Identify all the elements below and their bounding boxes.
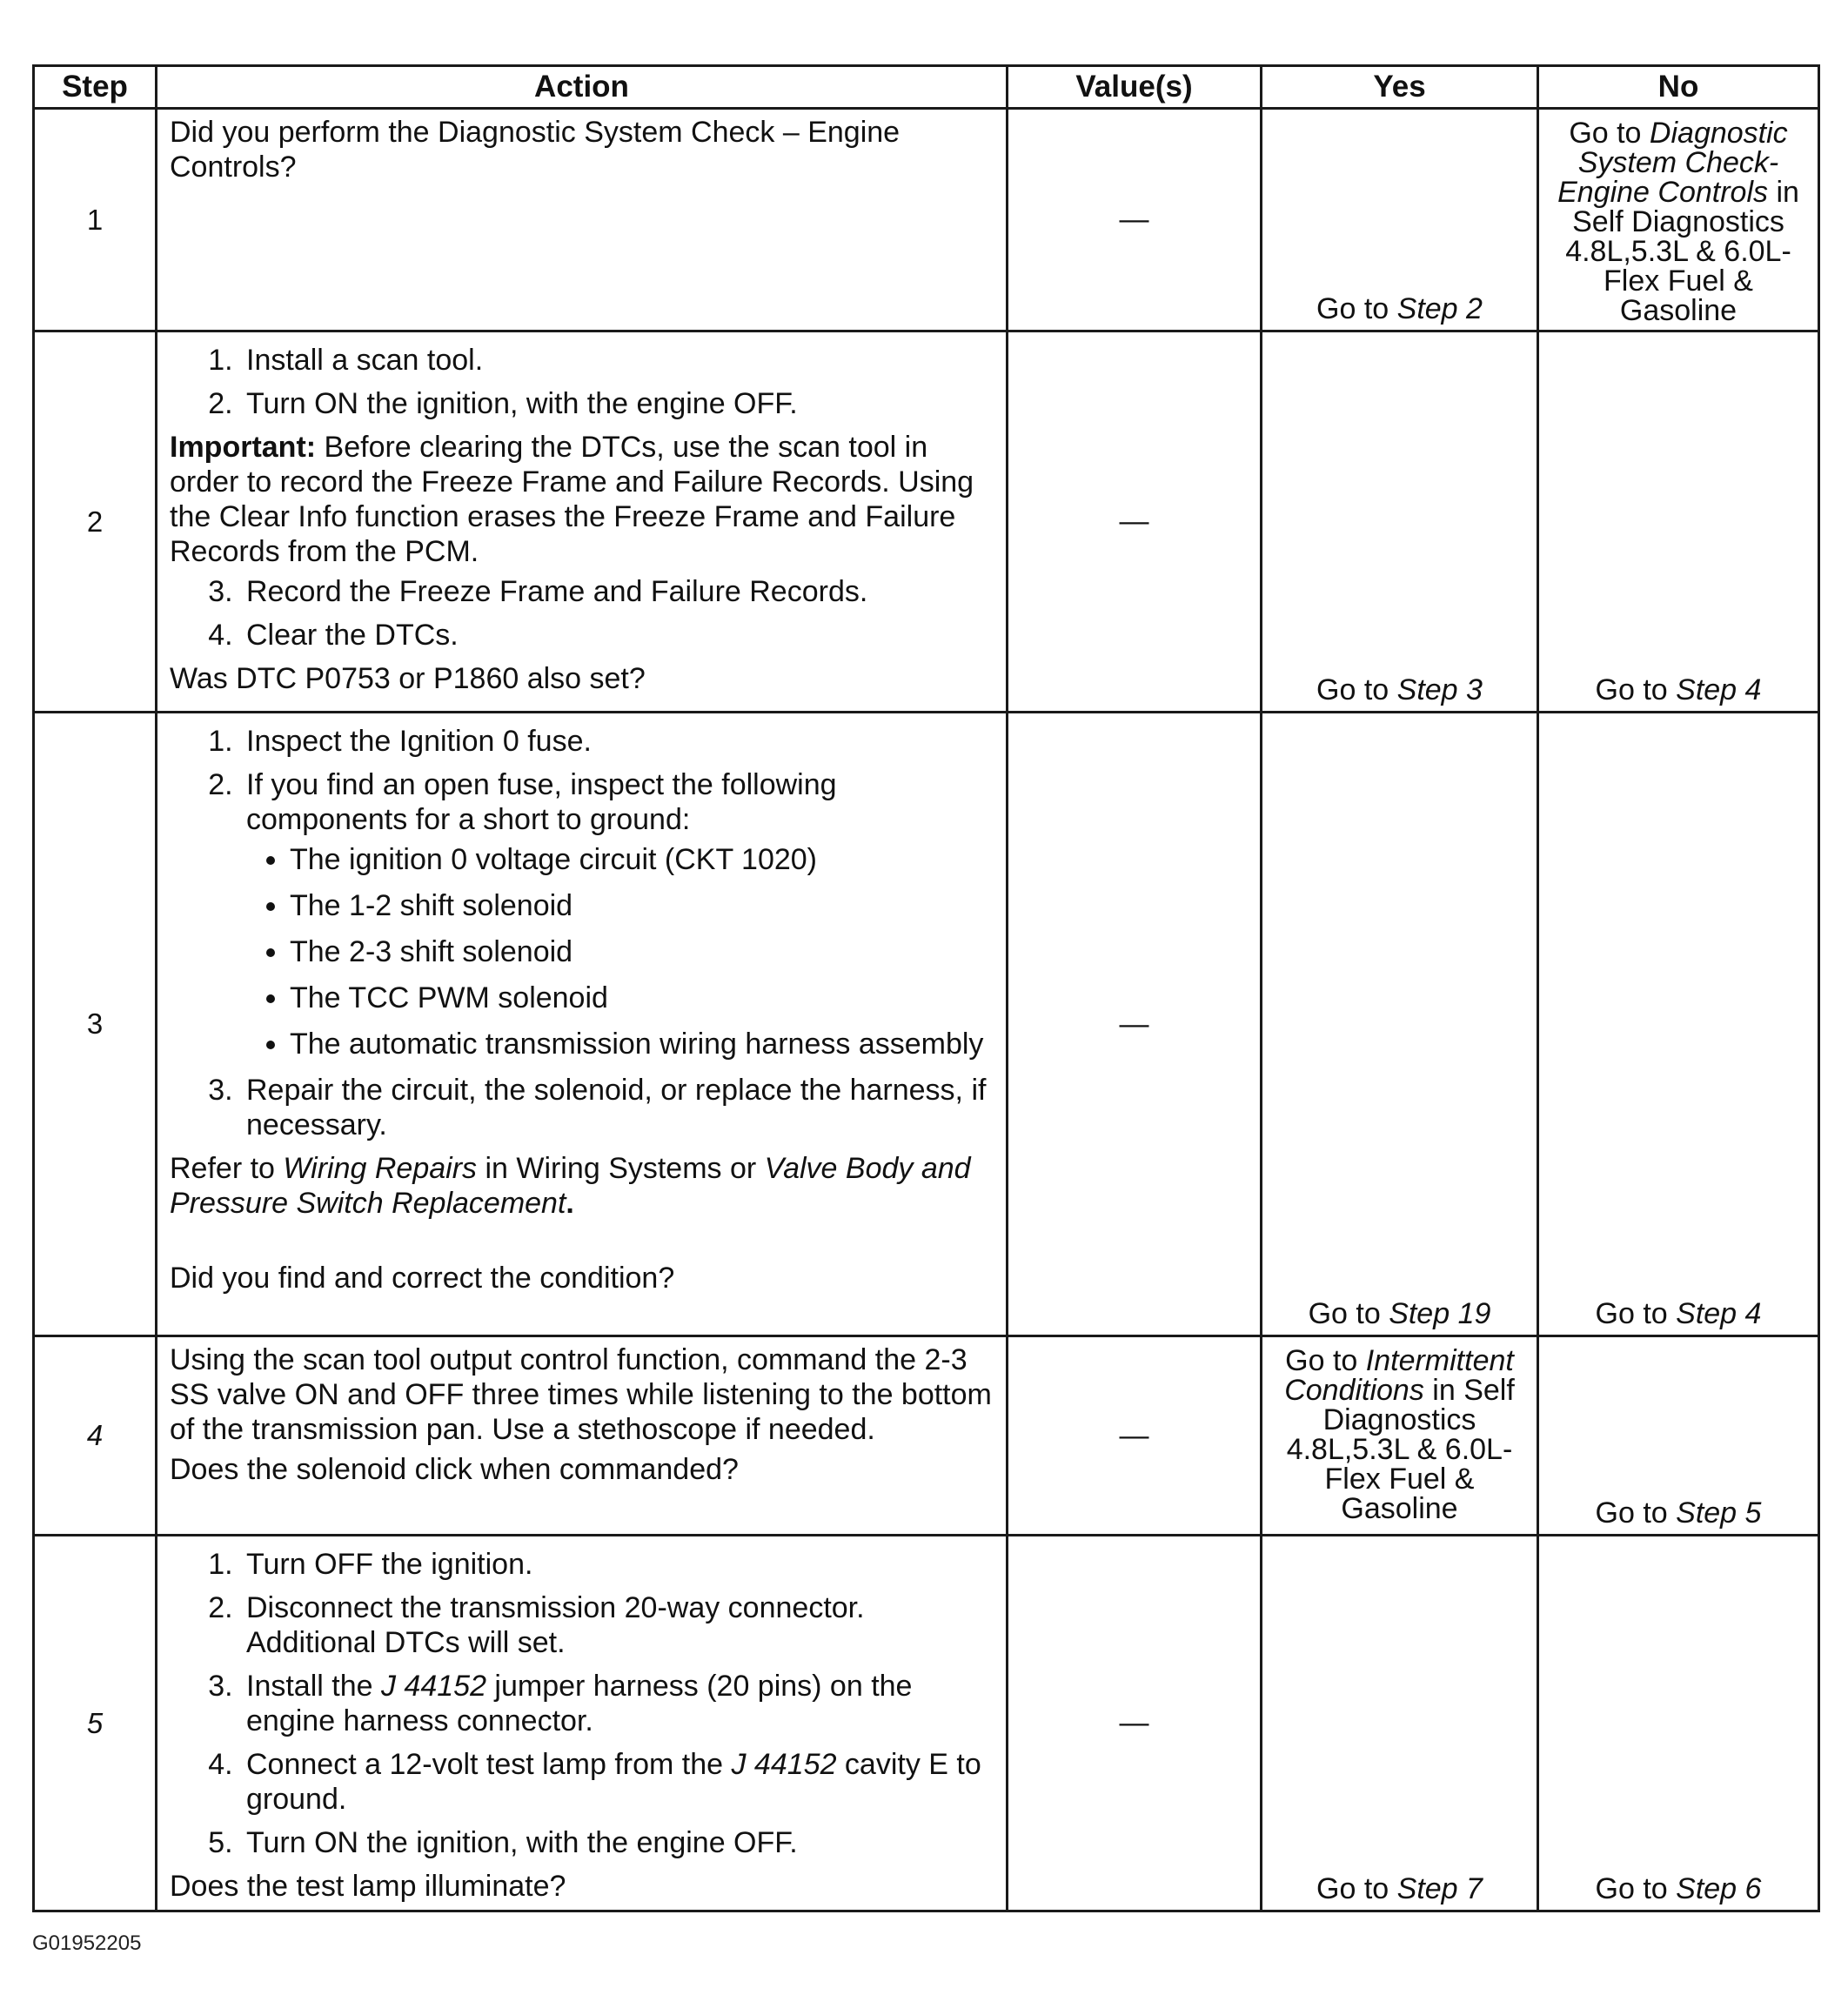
refer-prefix: Refer to [170,1152,284,1185]
refer-note [170,1151,994,1221]
action-list [170,343,994,421]
no-cell [1538,713,1819,1336]
step-number: 3 [34,713,157,1336]
table-header-row [34,66,1819,109]
yes-link[interactable]: Step 7 [1396,1872,1483,1905]
action-list [170,574,994,653]
yes-cell [1262,1336,1538,1536]
value-cell: — [1008,1336,1262,1536]
header-action: Action [157,66,1008,109]
action-cell [157,1336,1008,1536]
no-link[interactable]: Step 6 [1676,1872,1762,1905]
no-suffix: in Self Diagnostics 4.8L,5.3L & 6.0L-Flex Fuel & Gasoline [1565,176,1799,327]
no-prefix: Go to [1595,673,1677,706]
action-item-suffix: cavity E to ground. [246,1748,981,1816]
action-item: 1. Inspect the Ignition 0 fuse. [241,724,994,759]
no-prefix: Go to [1595,1872,1677,1905]
tool-reference: J 44152 [380,1670,486,1703]
yes-prefix: Go to [1316,673,1397,706]
value-cell: — [1008,109,1262,331]
yes-prefix: Go to [1316,292,1397,325]
diagnostic-table [32,64,1820,1912]
yes-suffix: in Self Diagnostics 4.8L,5.3L & 6.0L-Flex Fuel & Gasoline [1286,1374,1515,1525]
action-item: 5. Turn ON the ignition, with the engine OFF. [241,1825,994,1860]
table-row [34,109,1819,331]
tool-reference: J 44152 [731,1748,837,1781]
list-item: • The automatic transmission wiring harness assembly [290,1027,994,1061]
yes-cell [1262,1536,1538,1911]
yes-link[interactable]: Step 3 [1396,673,1483,706]
action-item-suffix: jumper harness (20 pins) on the engine harness connector. [246,1670,913,1737]
action-item: 2. Disconnect the transmission 20-way connector. Additional DTCs will set. [241,1590,994,1660]
important-label: Important: [170,431,317,464]
action-question: Was DTC P0753 or P1860 also set? [170,662,646,695]
list-item: • The 1-2 shift solenoid [290,888,994,923]
action-cell [157,109,1008,331]
no-prefix: Go to [1595,1297,1677,1330]
yes-cell [1262,331,1538,713]
action-item: 4. Clear the DTCs. [241,618,994,653]
spacer [170,1226,994,1261]
step-number: 2 [34,331,157,713]
action-item: 1. Install a scan tool. [241,343,994,378]
action-question: Did you find and correct the condition? [170,1262,675,1295]
action-question: Does the test lamp illuminate? [170,1870,566,1903]
yes-prefix: Go to [1316,1872,1397,1905]
no-link[interactable]: Step 4 [1676,1297,1762,1330]
yes-cell [1262,713,1538,1336]
yes-cell [1262,109,1538,331]
no-cell [1538,331,1819,713]
action-item [241,767,994,1061]
list-item: • The 2-3 shift solenoid [290,934,994,969]
header-values: Value(s) [1008,66,1262,109]
no-cell [1538,109,1819,331]
component-list [246,842,994,1061]
important-text: Before clearing the DTCs, use the scan tool in order to record the Freeze Frame and Failure Records. Using the Clear Info function erases the Freeze Frame and Failure Records from the PCM. [170,431,974,568]
yes-link[interactable]: Step 2 [1396,292,1483,325]
value-cell: — [1008,713,1262,1336]
action-item [241,1747,994,1817]
value-cell: — [1008,331,1262,713]
no-link[interactable]: Step 4 [1676,673,1762,706]
action-list [170,1547,994,1860]
no-cell [1538,1336,1819,1536]
no-cell [1538,1536,1819,1911]
action-cell [157,331,1008,713]
header-yes: Yes [1262,66,1538,109]
table-row [34,1536,1819,1911]
no-link[interactable]: Step 5 [1676,1496,1762,1530]
action-item: 3. Repair the circuit, the solenoid, or replace the harness, if necessary. [241,1073,994,1142]
action-item: 2. Turn ON the ignition, with the engine OFF. [241,386,994,421]
action-text: Using the scan tool output control function, command the 2-3 SS valve ON and OFF three times while listening to the bottom of the transmission pan. Use a stethoscope if needed. [170,1343,992,1446]
value-cell: — [1008,1536,1262,1911]
header-no: No [1538,66,1819,109]
step-number: 4 [34,1336,157,1536]
list-item: • The ignition 0 voltage circuit (CKT 1020) [290,842,994,877]
step-number: 5 [34,1536,157,1911]
action-item: 3. Record the Freeze Frame and Failure Records. [241,574,994,609]
no-link[interactable]: Diagnostic System Check-Engine Controls [1557,117,1788,209]
no-prefix: Go to [1569,117,1650,150]
action-cell [157,1536,1008,1911]
action-item-text: If you find an open fuse, inspect the following components for a short to ground: [246,768,837,836]
wiring-repairs-link[interactable]: Wiring Repairs [283,1152,478,1185]
step-number: 1 [34,109,157,331]
action-item-prefix: Install the [246,1670,381,1703]
valve-body-link[interactable]: Valve Body and Pressure Switch Replacement [170,1152,971,1220]
action-question: Did you perform the Diagnostic System Check – Engine Controls? [170,116,901,184]
yes-link[interactable]: Intermittent Conditions [1284,1344,1514,1407]
refer-middle: in Wiring Systems or [477,1152,765,1185]
figure-code: G01952205 [32,1931,142,1955]
yes-link[interactable]: Step 19 [1389,1297,1491,1330]
action-list [170,724,994,1142]
refer-suffix: . [566,1187,574,1220]
action-cell [157,713,1008,1336]
yes-prefix: Go to [1285,1344,1366,1377]
action-question: Does the solenoid click when commanded? [170,1453,739,1486]
table-row [34,1336,1819,1536]
action-item: 1. Turn OFF the ignition. [241,1547,994,1582]
header-step: Step [34,66,157,109]
no-prefix: Go to [1595,1496,1677,1530]
table-row [34,713,1819,1336]
yes-prefix: Go to [1308,1297,1389,1330]
table-row [34,331,1819,713]
action-item [241,1669,994,1738]
list-item: • The TCC PWM solenoid [290,981,994,1015]
important-note [170,430,994,569]
action-item-prefix: Connect a 12-volt test lamp from the [246,1748,732,1781]
